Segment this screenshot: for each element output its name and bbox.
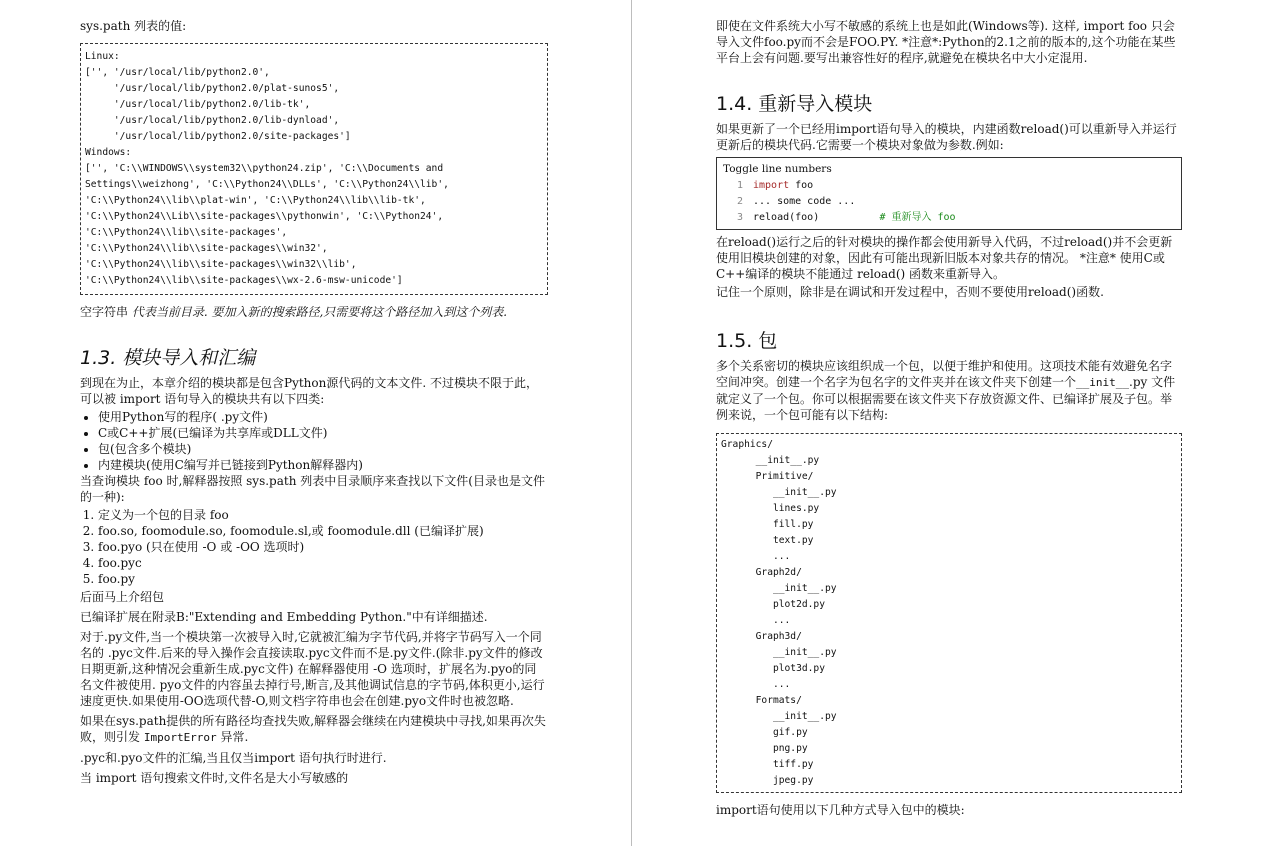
code-text: ... some code ... [753,196,856,207]
bytecode-paragraph: 对于.py文件,当一个模块第一次被导入时,它就被汇编为字节代码,并将字节码写入一个同名的 .pyc文件.后来的导入操作会直接读取.pyc文件而不是.py文件.(除非.py文件的修改日期更新,这种情况会重新生成.pyc文件) 在解释器使用 -O 选项时，扩展名为.pyo的同名文件被使用. pyo文件的内容虽去掉行号,断言,及其他调试信息的字节码,体积更小,运行速度更快.如果使用-OO选项代替-O,则文档字符串也会在创建.pyo文件时也被忽略. [80,630,545,708]
case-insensitive-paragraph: 即使在文件系统大小写不敏感的系统上也是如此(Windows等). 这样, import foo 只会导入文件foo.py而不会是FOO.PY. *注意*:Python的2.1之前的版本的,这个功能在某些平台上会有问题.要写出兼容性好的程序,就避免在模块名中大小定混用. [716,19,1176,65]
package-structure-code-block [716,433,1182,793]
list-item: 2. foo.so, foomodule.so, foomodule.sl,或 foomodule.dll (已编译扩展) [98,523,548,539]
line-number: 1 [737,180,744,191]
code-line: '/usr/local/lib/python2.0/plat-sunos5', [85,83,340,94]
tree-line: Graph2d/ [721,567,802,578]
code-text: reload(foo) [753,212,880,223]
code-line [737,178,1175,194]
search-order-paragraph: 当查询模块 foo 时,解释器按照 sys.path 列表中目录顺序来查找以下文件(目录也是文件的一种): [80,474,545,504]
tree-line: __init__.py [721,583,837,594]
code-line: Windows: [85,147,132,158]
reload-intro-paragraph: 如果更新了一个已经用import语句导入的模块，内建函数reload()可以重新导入并运行更新后的模块代码.它需要一个模块对象做为参数.例如: [716,122,1177,152]
code-line: 'C:\\Python24\\lib\\site-packages', [85,227,288,238]
code-line: 'C:\\Python24\\lib\\site-packages\\win32\\lib', [85,259,357,270]
list-item: 5. foo.py [98,571,548,587]
appendix-note: 已编译扩展在附录B:"Extending and Embedding Python."中有详细描述. [80,610,488,624]
code-text: foo [789,180,814,191]
list-item: 3. foo.pyo (只在使用 -O 或 -OO 选项时) [98,539,548,555]
init-code: __init__ [1076,376,1129,389]
code-line: '/usr/local/lib/python2.0/site-packages'] [85,131,351,142]
code-line: Linux: [85,51,120,62]
tree-line: tiff.py [721,759,814,770]
tree-line: ... [721,551,791,562]
reload-code-box [716,157,1182,230]
section-heading-1-5: 1.5. 包 [716,330,778,352]
list-item: 4. foo.pyc [98,555,548,571]
empty-string-note-italic: 代表当前目录. 要加入新的搜索路径,只需要将这个路径加入到这个列表. [131,305,508,319]
tree-line: Graph3d/ [721,631,802,642]
tree-line: __init__.py [721,647,837,658]
reload-behaviour-paragraph: 在reload()运行之后的针对模块的操作都会使用新导入代码，不过reload()并不会更新使用旧模块创建的对象，因此有可能出现新旧版本对象共存的情况。 *注意* 使用C或C++编译的模块不能通过 reload() 函数来重新导入。 [716,235,1173,281]
sys-path-intro: sys.path 列表的值: [80,19,187,33]
package-note: 后面马上介绍包 [80,590,165,604]
import-error-code: ImportError [143,731,217,744]
sys-path-code-block [80,43,548,295]
package-intro-text-b: .py 文件就定义了一个包。你可以根据需要在该文件夹下存放资源文件、已编译扩展及子包。举例来说，一个包可能有以下结构: [716,375,1176,422]
right-page [632,0,1266,846]
code-line: 'C:\\Python24\\lib\\site-packages\\win32', [85,243,328,254]
tree-line: jpeg.py [721,775,814,786]
right-page-content [716,18,1182,818]
code-line: ['', 'C:\\WINDOWS\\system32\\python24.zip', 'C:\\Documents and [85,163,444,174]
tree-line: __init__.py [721,711,837,722]
left-page-content [80,18,548,786]
import-error-text-a: 如果在sys.path提供的所有路径均查找失败,解释器会继续在内建模块中寻找,如果再次失败，则引发 [80,714,546,744]
reload-rule-paragraph: 记住一个原则，除非是在调试和开发过程中，否则不要使用reload()函数. [716,285,1104,299]
code-line: 'C:\\Python24\\lib\\site-packages\\wx-2.6-msw-unicode'] [85,275,403,286]
tree-line: Formats/ [721,695,802,706]
modules-intro-paragraph: 到现在为止，本章介绍的模块都是包含Python源代码的文本文件. 不过模块不限于此，可以被 import 语句导入的模块共有以下四类: [80,376,538,406]
section-heading-1-3: 1.3. 模块导入和汇编 [80,347,256,369]
code-line: Settings\\weizhong', 'C:\\Python24\\DLLs', 'C:\\Python24\\lib', [85,179,449,190]
code-line [737,194,1175,210]
tree-line: fill.py [721,519,814,530]
tree-line: lines.py [721,503,820,514]
tree-line: Primitive/ [721,471,814,482]
list-item: • C或C++扩展(已编译为共享库或DLL文件) [98,425,548,441]
tree-line: __init__.py [721,455,820,466]
import-error-text-b: 异常. [216,730,249,744]
tree-line: ... [721,615,791,626]
tree-line: gif.py [721,727,808,738]
list-item: 1. 定义为一个包的目录 foo [98,507,548,523]
line-number: 2 [737,196,744,207]
toggle-line-numbers-link[interactable]: Toggle line numbers [723,163,832,175]
list-item: • 使用Python写的程序( .py文件) [98,409,548,425]
compile-note: .pyc和.pyo文件的汇编,当且仅当import 语句执行时进行. [80,751,387,765]
left-page [0,0,631,846]
code-line: 'C:\\Python24\\Lib\\site-packages\\pythonwin', 'C:\\Python24', [85,211,444,222]
code-line: '/usr/local/lib/python2.0/lib-dynload', [85,115,340,126]
tree-line: __init__.py [721,487,837,498]
tree-line: png.py [721,743,808,754]
list-item: • 包(包含多个模块) [98,441,548,457]
search-files-list [80,507,548,587]
import-package-paragraph: import语句使用以下几种方式导入包中的模块: [716,803,965,817]
package-intro-paragraph [716,358,1182,423]
code-line [737,210,1175,226]
code-line: ['', '/usr/local/lib/python2.0', [85,67,270,78]
code-keyword: import [753,180,790,191]
section-heading-1-4: 1.4. 重新导入模块 [716,93,873,115]
tree-line: ... [721,679,791,690]
code-line: 'C:\\Python24\\lib\\plat-win', 'C:\\Python24\\lib\\lib-tk', [85,195,426,206]
tree-line: text.py [721,535,814,546]
reload-code-lines [723,178,1175,226]
tree-line: plot3d.py [721,663,825,674]
package-intro-text-a: 多个关系密切的模块应该组织成一个包，以便于维护和使用。这项技术能有效避免名字空间冲突。创建一个名字为包名字的文件夹并在该文件夹下创建一个 [716,359,1173,389]
empty-string-note-prefix: 空字符串 [80,305,132,319]
tree-line: plot2d.py [721,599,825,610]
tree-line: Graphics/ [721,439,773,450]
module-types-list [80,409,548,473]
code-line: '/usr/local/lib/python2.0/lib-tk', [85,99,311,110]
code-comment: # 重新导入 foo [879,212,956,223]
empty-string-note [80,304,548,320]
case-sensitive-note: 当 import 语句搜索文件时,文件名是大小写敏感的 [80,771,349,785]
import-error-paragraph [80,713,548,746]
list-item: • 内建模块(使用C编写并已链接到Python解释器内) [98,457,548,473]
line-number: 3 [737,212,744,223]
